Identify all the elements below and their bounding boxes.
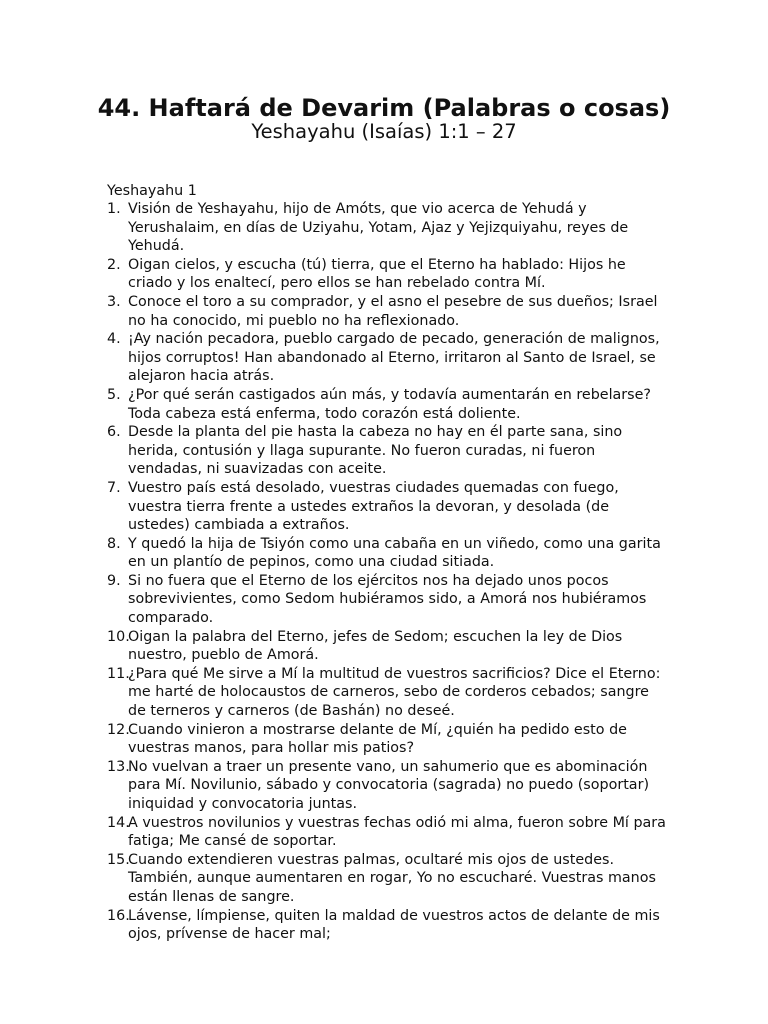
verse-text: Cuando extendieren vuestras palmas, ocultaré mis ojos de ustedes. También, aunque aumentaren en rogar, Yo no escucharé. Vuestras manos están llenas de sangre.	[128, 851, 656, 905]
verse-item	[107, 665, 667, 721]
verse-list	[107, 200, 667, 944]
verse-text: Desde la planta del pie hasta la cabeza no hay en él parte sana, sino herida, contusión y llaga supurante. No fueron curadas, ni fueron vendadas, ni suavizadas con aceite.	[128, 424, 623, 478]
verse-number: 14.	[107, 814, 130, 831]
verse-item	[107, 758, 667, 814]
verse-item	[107, 330, 667, 386]
verse-text: Lávense, límpiense, quiten la maldad de vuestros actos de delante de mis ojos, prívense de hacer mal;	[128, 907, 660, 943]
verse-number: 15.	[107, 851, 130, 868]
verse-item	[107, 814, 667, 851]
verse-item	[107, 907, 667, 944]
verse-number: 13.	[107, 758, 130, 775]
verse-item	[107, 479, 667, 535]
verse-item	[107, 851, 667, 907]
verse-number: 8.	[107, 535, 121, 552]
verse-text: No vuelvan a traer un presente vano, un sahumerio que es abominación para Mí. Novilunio, sábado y convocatoria (sagrada) no puedo (soportar) iniquidad y convocatoria juntas.	[128, 758, 650, 812]
verse-number: 11.	[107, 665, 130, 682]
verse-item	[107, 628, 667, 665]
verse-text: Si no fuera que el Eterno de los ejércitos nos ha dejado unos pocos sobrevivientes, como Sedom hubiéramos sido, a Amorá nos hubiéramos comparado.	[128, 572, 647, 627]
verse-item	[107, 200, 667, 256]
verse-item	[107, 256, 667, 293]
verse-text: Conoce el toro a su comprador, y el asno el pesebre de sus dueños; Israel no ha conocido, mi pueblo no ha reflexionado.	[128, 293, 658, 329]
verse-number: 9.	[107, 572, 121, 589]
verse-item	[107, 535, 667, 572]
verse-text: Oigan cielos, y escucha (tú) tierra, que el Eterno ha hablado: Hijos he criado y los enaltecí, pero ellos se han rebelado contra Mí.	[128, 256, 626, 292]
verse-text: ¿Para qué Me sirve a Mí la multitud de vuestros sacrificios? Dice el Eterno: me harté de holocaustos de carneros, sebo de corderos cebados; sangre de terneros y carneros (de Bashán) no deseé.	[128, 665, 661, 720]
verse-text: ¡Ay nación pecadora, pueblo cargado de pecado, generación de malignos, hijos corruptos! Han abandonado al Eterno, irritaron al Santo de Israel, se alejaron hacia atrás.	[128, 331, 660, 385]
verse-item	[107, 293, 667, 330]
verse-number: 7.	[107, 479, 121, 496]
verse-text: Y quedó la hija de Tsiyón como una cabaña en un viñedo, como una garita en un plantío de pepinos, como una ciudad sitiada.	[128, 535, 661, 571]
verse-number: 2.	[107, 256, 121, 273]
verse-text: ¿Por qué serán castigados aún más, y todavía aumentarán en rebelarse? Toda cabeza está enferma, todo corazón está doliente.	[128, 386, 652, 422]
verse-number: 10.	[107, 628, 130, 645]
verse-text: Visión de Yeshayahu, hijo de Amóts, que vio acerca de Yehudá y Yerushalaim, en días de Uziyahu, Yotam, Ajaz y Yejizquiyahu, reyes de Yehudá.	[128, 201, 629, 255]
verse-text: Cuando vinieron a mostrarse delante de Mí, ¿quién ha pedido esto de vuestras manos, para hollar mis patios?	[128, 721, 627, 757]
verse-number: 3.	[107, 293, 121, 310]
verse-item	[107, 386, 667, 423]
document-subtitle: Yeshayahu (Isaías) 1:1 – 27	[251, 120, 517, 143]
verse-number: 12.	[107, 721, 130, 738]
verse-text: Oigan la palabra del Eterno, jefes de Sedom; escuchen la ley de Dios nuestro, pueblo de Amorá.	[128, 628, 623, 664]
document-title: 44. Haftará de Devarim (Palabras o cosas)	[97, 94, 671, 122]
verse-number: 16.	[107, 907, 130, 924]
verse-number: 5.	[107, 386, 121, 403]
section-label: Yeshayahu 1	[107, 183, 197, 199]
verse-text: A vuestros novilunios y vuestras fechas odió mi alma, fueron sobre Mí para fatiga; Me cansé de soportar.	[128, 814, 666, 850]
verse-item	[107, 721, 667, 758]
verse-text: Vuestro país está desolado, vuestras ciudades quemadas con fuego, vuestra tierra frente a ustedes extraños la devoran, y desolada (de ustedes) cambiada a extraños.	[128, 479, 619, 534]
verse-number: 6.	[107, 424, 121, 441]
verse-number: 4.	[107, 331, 121, 348]
verse-item	[107, 572, 667, 628]
verse-number: 1.	[107, 201, 121, 217]
verse-item	[107, 423, 667, 479]
